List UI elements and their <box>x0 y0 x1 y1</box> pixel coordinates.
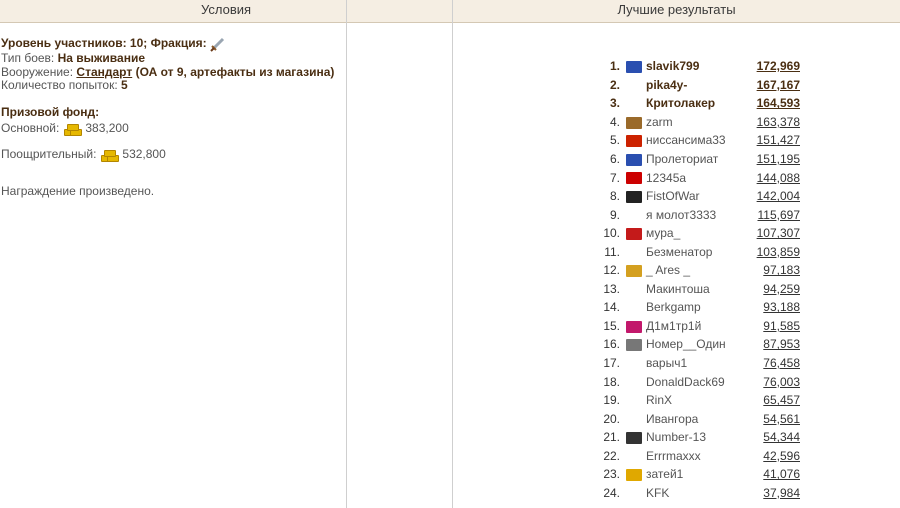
score-cell <box>752 465 800 484</box>
leaderboard-row <box>590 465 800 484</box>
icon-cell <box>626 205 646 224</box>
score-link[interactable]: 54,561 <box>763 411 800 426</box>
score-cell <box>752 428 800 447</box>
player-name[interactable]: варыч1 <box>646 356 688 371</box>
icon-cell <box>626 391 646 410</box>
leaderboard-row <box>590 372 800 391</box>
score-cell <box>752 391 800 410</box>
score-cell <box>752 113 800 132</box>
score-cell <box>752 354 800 373</box>
score-link[interactable]: 42,596 <box>763 448 800 463</box>
score-link[interactable]: 87,953 <box>763 337 800 352</box>
score-cell <box>752 317 800 336</box>
leaderboard-row <box>590 391 800 410</box>
leaderboard-row <box>590 428 800 447</box>
gold-icon <box>63 123 83 135</box>
score-cell <box>752 372 800 391</box>
icon-cell <box>626 261 646 280</box>
clan-icon[interactable] <box>626 321 642 333</box>
attempts-line <box>1 79 341 93</box>
level-line <box>1 36 341 52</box>
rank-number: 16. <box>603 337 620 352</box>
player-name[interactable]: Ивангора <box>646 411 699 426</box>
main-prize-row <box>1 119 341 139</box>
score-link[interactable]: 151,427 <box>756 133 800 148</box>
fight-type-label: Тип боев: <box>1 51 55 65</box>
score-link[interactable]: 97,183 <box>763 263 800 278</box>
rank-number: 23. <box>603 467 620 482</box>
icon-cell <box>626 280 646 299</box>
score-link[interactable]: 76,458 <box>763 356 800 371</box>
leaderboard-row <box>590 335 800 354</box>
clan-icon[interactable] <box>626 228 642 240</box>
leaderboard-row <box>590 131 800 150</box>
score-link[interactable]: 41,076 <box>763 467 800 482</box>
armament-line <box>1 66 341 80</box>
leaderboard-row <box>590 354 800 373</box>
icon-cell <box>626 335 646 354</box>
icon-cell <box>626 317 646 336</box>
best-results-header: Лучшие результаты <box>453 0 900 23</box>
leaderboard-row <box>590 205 800 224</box>
player-name[interactable]: Д1м1тр1й <box>646 318 702 333</box>
gold-icon <box>100 149 120 161</box>
score-cell <box>752 409 800 428</box>
icon-cell <box>626 409 646 428</box>
icon-cell <box>626 224 646 243</box>
player-name[interactable]: Number-13 <box>646 430 707 445</box>
leaderboard-row <box>590 113 800 132</box>
score-link[interactable]: 93,188 <box>763 300 800 315</box>
leaderboard-row <box>590 298 800 317</box>
icon-cell <box>626 372 646 391</box>
score-cell <box>752 168 800 187</box>
rank-number: 3. <box>609 96 620 111</box>
fight-type-line <box>1 52 341 66</box>
score-cell <box>752 205 800 224</box>
score-link[interactable]: 94,259 <box>763 281 800 296</box>
score-link[interactable]: 91,585 <box>763 318 800 333</box>
rank-number: 11. <box>604 244 620 259</box>
score-link[interactable]: 151,195 <box>756 152 800 166</box>
player-name[interactable]: 12345a <box>646 170 687 185</box>
icon-cell <box>626 187 646 206</box>
player-name[interactable]: Безменатор <box>646 244 713 259</box>
leaderboard-row <box>590 94 800 113</box>
player-name[interactable]: _ Ares _ <box>646 263 691 278</box>
rank-number: 8. <box>609 189 620 204</box>
leaderboard-row <box>590 150 800 169</box>
icon-cell <box>626 428 646 447</box>
leaderboard-table <box>590 57 800 502</box>
player-name[interactable]: Пролеториат <box>646 152 719 166</box>
rank-number: 13. <box>603 281 620 296</box>
player-name[interactable]: Критолакер <box>646 96 716 111</box>
score-cell <box>752 335 800 354</box>
conditions-panel <box>1 36 341 199</box>
score-cell <box>752 94 800 113</box>
clan-icon[interactable] <box>626 117 642 129</box>
rank-number: 20. <box>603 411 620 426</box>
rank-number: 6. <box>609 152 620 166</box>
icon-cell <box>626 465 646 484</box>
main-prize-value: 383,200 <box>85 121 129 136</box>
clan-icon[interactable] <box>626 154 642 166</box>
player-name[interactable]: Макинтоша <box>646 281 710 296</box>
incentive-prize-value: 532,800 <box>122 147 166 162</box>
reward-status: Награждение произведено. <box>1 184 155 198</box>
attempts-value: 5 <box>121 78 128 92</box>
score-link[interactable]: 65,457 <box>763 393 800 408</box>
incentive-prize-row <box>1 145 341 165</box>
clan-icon[interactable] <box>626 191 642 203</box>
player-name[interactable]: мура_ <box>646 226 681 241</box>
player-name[interactable]: Errrmaxxx <box>646 448 701 463</box>
attempts-label: Количество попыток: <box>1 78 118 92</box>
score-link[interactable]: 167,167 <box>756 77 800 92</box>
rank-number: 9. <box>609 207 620 222</box>
icon-cell <box>626 298 646 317</box>
clan-icon[interactable] <box>626 61 642 73</box>
player-name[interactable]: zarm <box>646 114 673 129</box>
score-cell <box>752 484 800 503</box>
rank-number: 17. <box>603 356 620 371</box>
icon-cell <box>626 113 646 132</box>
score-cell <box>752 446 800 465</box>
rank-number: 14. <box>603 300 620 315</box>
clan-icon[interactable] <box>626 432 642 444</box>
leaderboard-row <box>590 168 800 187</box>
score-cell <box>752 224 800 243</box>
clan-icon[interactable] <box>626 339 642 351</box>
faction-label: Фракция: <box>150 36 207 51</box>
score-link[interactable]: 103,859 <box>756 244 800 259</box>
player-name[interactable]: я молот3333 <box>646 207 717 222</box>
armament-detail: (ОА от 9, артефакты из магазина) <box>135 64 335 79</box>
icon-cell <box>626 76 646 95</box>
rank-number: 24. <box>603 485 620 500</box>
player-name[interactable]: KFK <box>646 485 670 500</box>
leaderboard-row <box>590 224 800 243</box>
rank-number: 4. <box>609 114 620 129</box>
player-name[interactable]: Berkgamp <box>646 300 701 315</box>
rank-number: 21. <box>603 430 620 445</box>
icon-cell <box>626 354 646 373</box>
icon-cell <box>626 57 646 76</box>
incentive-prize-label: Поощрительный: <box>1 147 97 162</box>
leaderboard-row <box>590 57 800 76</box>
score-cell <box>752 261 800 280</box>
rank-number: 1. <box>609 59 620 74</box>
icon-cell <box>626 446 646 465</box>
column-divider <box>346 0 347 508</box>
score-cell <box>752 131 800 150</box>
rank-number: 18. <box>603 374 620 389</box>
leaderboard-row <box>590 409 800 428</box>
icon-cell <box>626 484 646 503</box>
rank-number: 15. <box>603 318 620 333</box>
score-cell <box>752 57 800 76</box>
rank-number: 5. <box>609 133 620 148</box>
score-link[interactable]: 107,307 <box>756 226 800 241</box>
player-name[interactable]: Номер__Один <box>646 337 726 352</box>
rank-number: 12. <box>603 263 620 278</box>
score-link[interactable]: 172,969 <box>756 59 800 74</box>
column-divider <box>452 0 453 508</box>
score-link[interactable]: 115,697 <box>757 207 800 222</box>
icon-cell <box>626 168 646 187</box>
player-name[interactable]: DonaldDack69 <box>646 374 725 389</box>
icon-cell <box>626 242 646 261</box>
icon-cell <box>626 131 646 150</box>
leaderboard-row <box>590 484 800 503</box>
leaderboard-row <box>590 187 800 206</box>
clan-icon[interactable] <box>626 135 642 147</box>
level-value: 10; <box>129 36 148 51</box>
rank-number: 22. <box>603 448 620 463</box>
conditions-header: Условия <box>0 0 452 23</box>
leaderboard-row <box>590 76 800 95</box>
player-name[interactable]: ниссансима33 <box>646 133 726 148</box>
armament-link[interactable]: Стандарт <box>76 64 133 79</box>
leaderboard-row <box>590 242 800 261</box>
score-link[interactable]: 54,344 <box>763 430 800 445</box>
player-name[interactable]: затей1 <box>646 467 684 482</box>
player-name[interactable]: slavik799 <box>646 59 700 74</box>
prize-fund-title: Призовой фонд: <box>1 104 100 119</box>
icon-cell <box>626 150 646 169</box>
leaderboard-row <box>590 280 800 299</box>
score-link[interactable]: 76,003 <box>763 374 800 389</box>
clan-icon[interactable] <box>626 469 642 481</box>
score-link[interactable]: 164,593 <box>756 96 800 111</box>
sword-icon <box>210 36 226 52</box>
score-link[interactable]: 144,088 <box>756 170 800 185</box>
fight-type-value: На выживание <box>57 51 145 65</box>
score-link[interactable]: 37,984 <box>763 485 800 500</box>
level-label: Уровень участников: <box>1 36 127 51</box>
rank-number: 10. <box>603 226 620 241</box>
score-cell <box>752 187 800 206</box>
score-cell <box>752 150 800 169</box>
leaderboard-row <box>590 261 800 280</box>
rank-number: 19. <box>603 393 620 408</box>
player-name[interactable]: FistOfWar <box>646 189 700 204</box>
rank-number: 7. <box>609 170 620 185</box>
leaderboard-row <box>590 446 800 465</box>
clan-icon[interactable] <box>626 265 642 277</box>
score-cell <box>752 298 800 317</box>
armament-label: Вооружение: <box>1 64 74 79</box>
player-name[interactable]: RinX <box>646 393 673 408</box>
clan-icon[interactable] <box>626 172 642 184</box>
score-cell <box>752 280 800 299</box>
rank-number: 2. <box>609 77 620 92</box>
leaderboard-row <box>590 317 800 336</box>
score-cell <box>752 242 800 261</box>
score-link[interactable]: 142,004 <box>756 189 800 204</box>
score-link[interactable]: 163,378 <box>756 114 800 129</box>
icon-cell <box>626 94 646 113</box>
player-name[interactable]: pika4y- <box>646 77 688 92</box>
main-prize-label: Основной: <box>1 121 60 136</box>
score-cell <box>752 76 800 95</box>
